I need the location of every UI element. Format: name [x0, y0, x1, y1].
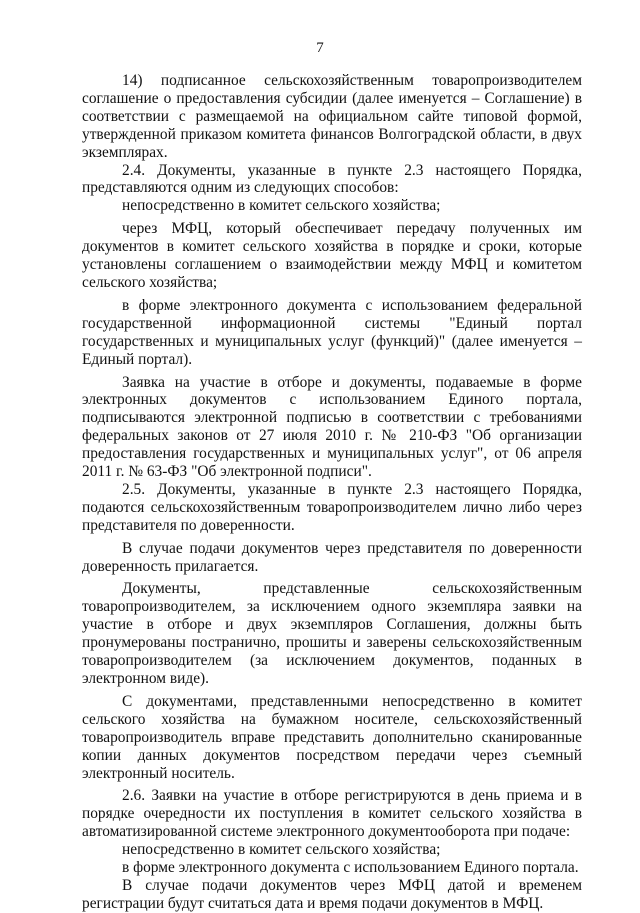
paragraph: С документами, представленными непосредственно в комитет сельского хозяйства на бумажном носителе, сельскохозяйственный товаропроизводитель вправе представить дополнительно сканированные копии данных документов посредством передачи через съемный электронный носитель. — [82, 692, 582, 782]
paragraph: непосредственно в комитет сельского хозяйства; — [122, 841, 441, 859]
paragraph: В случае подачи документов через МФЦ датой и временем регистрации будут считаться дата и время подачи документов в МФЦ. — [82, 876, 582, 912]
paragraph: через МФЦ, который обеспечивает передачу полученных им документов в комитет сельского хозяйства в порядке и сроки, которые установлены соглашением о взаимодействии между МФЦ и комитетом сельского хозяйства; — [82, 220, 582, 291]
paragraph: 2.6. Заявки на участие в отборе регистрируются в день приема и в порядке очередности их поступления в комитет сельского хозяйства в автоматизированной системе электронного документооборота при подаче: — [82, 787, 582, 841]
page-number: 7 — [316, 40, 324, 56]
paragraph: 2.4. Документы, указанные в пункте 2.3 настоящего Порядка, представляются одним из следующих способов: — [82, 161, 582, 197]
paragraph: 2.5. Документы, указанные в пункте 2.3 настоящего Порядка, подаются сельскохозяйственным товаропроизводителем лично либо через представителя по доверенности. — [82, 480, 582, 534]
paragraph: Заявка на участие в отборе и документы, подаваемые в форме электронных документов с использованием Единого портала, подписываются электронной подписью в соответствии с требованиями федеральных законов от 27 июля 2010 г. № 210-ФЗ "Об организации предоставления государственных и муниципальных услуг", от 06 апреля 2011 г. № 63-ФЗ "Об электронной подписи". — [82, 373, 582, 481]
paragraph: 14) подписанное сельскохозяйственным товаропроизводителем соглашение о предоставления субсидии (далее именуется – Соглашение) в соответствии с размещаемой на официальном сайте типовой формой, утвержденной приказом комитета финансов Волгоградской области, в двух экземплярах. — [82, 72, 582, 161]
paragraph: в форме электронного документа с использованием Единого портала. — [122, 859, 579, 877]
paragraph: непосредственно в комитет сельского хозяйства; — [122, 197, 441, 215]
paragraph: В случае подачи документов через представителя по доверенности доверенность прилагается. — [82, 539, 582, 575]
paragraph: в форме электронного документа с использованием федеральной государственной информационной системы "Единый портал государственных и муниципальных услуг (функций)" (далее именуется – Единый портал). — [82, 296, 582, 368]
paragraph: Документы, представленные сельскохозяйственным товаропроизводителем, за исключением одного экземпляра заявки на участие в отборе и двух экземпляров Соглашения, должны быть пронумерованы постранично, прошиты и заверены сельскохозяйственным товаропроизводителем (за исключением документов, поданных в электронном виде). — [82, 580, 582, 687]
document-body — [82, 72, 582, 913]
